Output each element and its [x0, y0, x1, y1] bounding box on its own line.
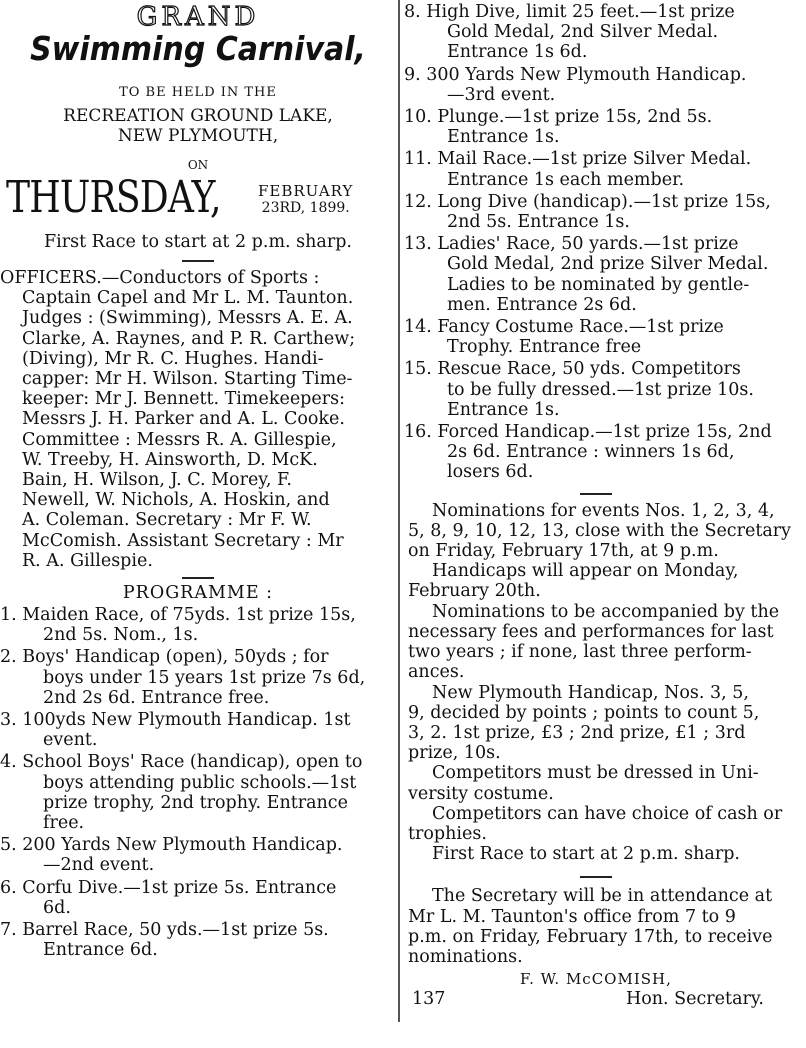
programme-item-line: Entrance 1s. — [447, 127, 560, 148]
venue-line-1: RECREATION GROUND LAKE, — [63, 106, 333, 126]
note-paragraph — [404, 763, 806, 803]
programme-item-line: prize trophy, 2nd trophy. Entrance — [43, 792, 348, 813]
programme-item-line: —2nd event. — [43, 855, 155, 876]
month: FEBRUARY — [258, 182, 354, 200]
programme-item — [404, 65, 806, 105]
officers-section — [0, 268, 396, 571]
programme-item — [404, 422, 806, 483]
secretary-note — [404, 886, 806, 967]
note-line: necessary fees and performances for last — [408, 621, 774, 642]
officers-line: McComish. Assistant Secretary : Mr — [22, 530, 344, 551]
divider — [580, 493, 612, 495]
programme-item-line: Entrance 6d. — [43, 940, 158, 961]
officers-line: Committee : Messrs R. A. Gillespie, — [22, 429, 337, 450]
programme-item-line: 2nd 5s. Nom., 1s. — [43, 625, 199, 646]
note-line: Nominations for events Nos. 1, 2, 3, 4, — [432, 500, 775, 521]
note-line: versity costume. — [408, 783, 554, 804]
officers-line: W. Treeby, H. Ainsworth, D. McK. — [22, 449, 318, 470]
note-line: Competitors can have choice of cash or — [432, 803, 783, 824]
programme-item-line: 2nd 2s 6d. Entrance free. — [43, 687, 270, 708]
programme-item-line: Gold Medal, 2nd Silver Medal. — [447, 22, 719, 43]
notes-section — [404, 501, 806, 865]
programme-item-line: Entrance 1s. — [447, 399, 560, 420]
date-block — [258, 174, 353, 216]
venue-line-2: NEW PLYMOUTH, — [117, 126, 279, 146]
right-column — [404, 0, 806, 1010]
note-line: on Friday, February 17th, at 9 p.m. — [408, 541, 719, 562]
column-divider — [398, 0, 400, 1022]
note-paragraph — [404, 844, 806, 864]
programme-item — [0, 710, 396, 750]
divider — [182, 260, 214, 262]
secretary-note-line: The Secretary will be in attendance at — [432, 886, 773, 907]
officers-line: Captain Capel and Mr L. M. Taunton. — [22, 288, 354, 309]
programme-item-title: 4. School Boys' Race (handicap), open to — [0, 752, 363, 773]
programme-item — [404, 359, 806, 420]
programme-item-title: 6. Corfu Dive.—1st prize 5s. Entrance — [0, 877, 337, 898]
programme-item-title: 14. Fancy Costume Race.—1st prize — [404, 317, 724, 338]
programme-item — [404, 107, 806, 147]
programme-item-line: boys under 15 years 1st prize 7s 6d, — [43, 667, 366, 688]
programme-item-line: 6d. — [43, 897, 71, 918]
note-line: prize, 10s. — [408, 743, 501, 764]
programme-item-line: Gold Medal, 2nd prize Silver Medal. — [447, 254, 769, 275]
programme-item-title: 15. Rescue Race, 50 yds. Competitors — [404, 359, 741, 380]
programme-item-title: 2. Boys' Handicap (open), 50yds ; for — [0, 647, 329, 668]
programme-heading: PROGRAMME : — [122, 583, 274, 604]
note-line: New Plymouth Handicap, Nos. 3, 5, — [432, 682, 749, 703]
note-paragraph — [404, 602, 806, 683]
programme-item — [404, 317, 806, 357]
title-grand: GRAND — [136, 2, 260, 32]
programme-item — [404, 234, 806, 315]
officers-line: Judges : (Swimming), Messrs A. E. A. — [22, 308, 353, 329]
programme-list-left — [0, 605, 396, 960]
programme-item-line: to be fully dressed.—1st prize 10s. — [447, 379, 754, 400]
title-carnival: Swimming Carnival, — [30, 30, 366, 69]
officers-line: keeper: Mr J. Bennett. Timekeepers: — [22, 389, 345, 410]
officers-line: R. A. Gillespie. — [22, 550, 153, 571]
programme-item — [0, 835, 396, 875]
divider — [580, 876, 612, 878]
programme-item-title: 10. Plunge.—1st prize 15s, 2nd 5s. — [404, 107, 713, 128]
officers-line: A. Coleman. Secretary : Mr F. W. — [22, 510, 312, 531]
officers-line: Messrs J. H. Parker and A. L. Cooke. — [22, 409, 345, 430]
officers-line: Clarke, A. Raynes, and P. R. Carthew; — [22, 328, 356, 349]
note-paragraph — [404, 683, 806, 764]
programme-item-title: 3. 100yds New Plymouth Handicap. 1st — [0, 710, 351, 731]
secretary-note-line: p.m. on Friday, February 17th, to receive — [408, 926, 773, 947]
note-paragraph — [404, 501, 806, 562]
programme-item — [0, 752, 396, 833]
programme-item-line: Entrance 1s 6d. — [447, 42, 588, 63]
programme-item-line: Ladies to be nominated by gentle- — [447, 274, 750, 295]
programme-item-line: 2nd 5s. Entrance 1s. — [447, 212, 630, 233]
programme-item-line: men. Entrance 2s 6d. — [447, 294, 637, 315]
secretary-note-line: nominations. — [408, 946, 523, 967]
programme-item-line: Entrance 1s each member. — [447, 169, 685, 190]
programme-item-line: event. — [43, 730, 98, 751]
officers-line: Bain, H. Wilson, J. C. Morey, F. — [22, 470, 292, 491]
officers-line: (Diving), Mr R. C. Hughes. Handi- — [22, 348, 324, 369]
note-line: 9, decided by points ; points to count 5, — [408, 702, 760, 723]
secretary-note-line: Mr L. M. Taunton's office from 7 to 9 — [408, 906, 736, 927]
signature-line — [404, 989, 764, 1009]
programme-item — [0, 920, 396, 960]
programme-item — [0, 647, 396, 708]
note-line: Nominations to be accompanied by the — [432, 601, 780, 622]
note-paragraph — [404, 561, 806, 601]
programme-item-line: losers 6d. — [447, 462, 534, 483]
officers-heading: OFFICERS.—Conductors of Sports : — [0, 268, 320, 288]
date-row — [0, 174, 396, 222]
note-line: 5, 8, 9, 10, 12, 13, close with the Secretary — [408, 520, 792, 541]
programme-item — [404, 192, 806, 232]
note-line: Handicaps will appear on Monday, — [432, 561, 739, 582]
officers-line: capper: Mr H. Wilson. Starting Time- — [22, 369, 353, 390]
programme-item-title: 12. Long Dive (handicap).—1st prize 15s, — [404, 191, 771, 212]
date: 23RD, 1899. — [261, 200, 350, 216]
programme-item-title: 1. Maiden Race, of 75yds. 1st prize 15s, — [0, 605, 356, 626]
note-line: ances. — [408, 662, 465, 683]
programme-item-title: 16. Forced Handicap.—1st prize 15s, 2nd — [404, 422, 772, 443]
programme-item — [404, 149, 806, 189]
programme-item-title: 5. 200 Yards New Plymouth Handicap. — [0, 835, 343, 856]
note-line: 3, 2. 1st prize, £3 ; 2nd prize, £1 ; 3rd — [408, 722, 746, 743]
programme-item-line: —3rd event. — [447, 84, 556, 105]
programme-item — [0, 605, 396, 645]
note-line: First Race to start at 2 p.m. sharp. — [432, 844, 740, 865]
programme-item-line: 2s 6d. Entrance : winners 1s 6d, — [447, 442, 735, 463]
note-paragraph — [404, 804, 806, 844]
programme-item-line: free. — [43, 813, 85, 834]
first-race-notice: First Race to start at 2 p.m. sharp. — [44, 232, 352, 252]
programme-item-title: 9. 300 Yards New Plymouth Handicap. — [404, 64, 747, 85]
programme-list-right — [404, 2, 806, 483]
left-column — [0, 0, 396, 961]
programme-item-title: 11. Mail Race.—1st prize Silver Medal. — [404, 149, 752, 170]
note-line: trophies. — [408, 823, 487, 844]
programme-item — [0, 878, 396, 918]
programme-item-title: 13. Ladies' Race, 50 yards.—1st prize — [404, 234, 739, 255]
ad-number: 137 — [412, 989, 446, 1010]
to-be-held: TO BE HELD IN THE — [119, 85, 277, 100]
signature-name: F. W. McCOMISH, — [520, 970, 672, 989]
day-name: THURSDAY, — [6, 172, 221, 223]
on-label: ON — [187, 158, 209, 172]
programme-item-title: 7. Barrel Race, 50 yds.—1st prize 5s. — [0, 920, 329, 941]
note-line: two years ; if none, last three perform- — [408, 642, 752, 663]
signature-title: Hon. Secretary. — [625, 989, 764, 1010]
officers-line: Newell, W. Nichols, A. Hoskin, and — [22, 490, 330, 511]
programme-item-line: Trophy. Entrance free — [447, 337, 642, 358]
programme-item-title: 8. High Dive, limit 25 feet.—1st prize — [404, 2, 735, 22]
programme-item — [404, 2, 806, 63]
note-line: Competitors must be dressed in Uni- — [432, 763, 759, 784]
programme-item-line: boys attending public schools.—1st — [43, 772, 357, 793]
divider — [182, 577, 214, 579]
note-line: February 20th. — [408, 581, 541, 602]
